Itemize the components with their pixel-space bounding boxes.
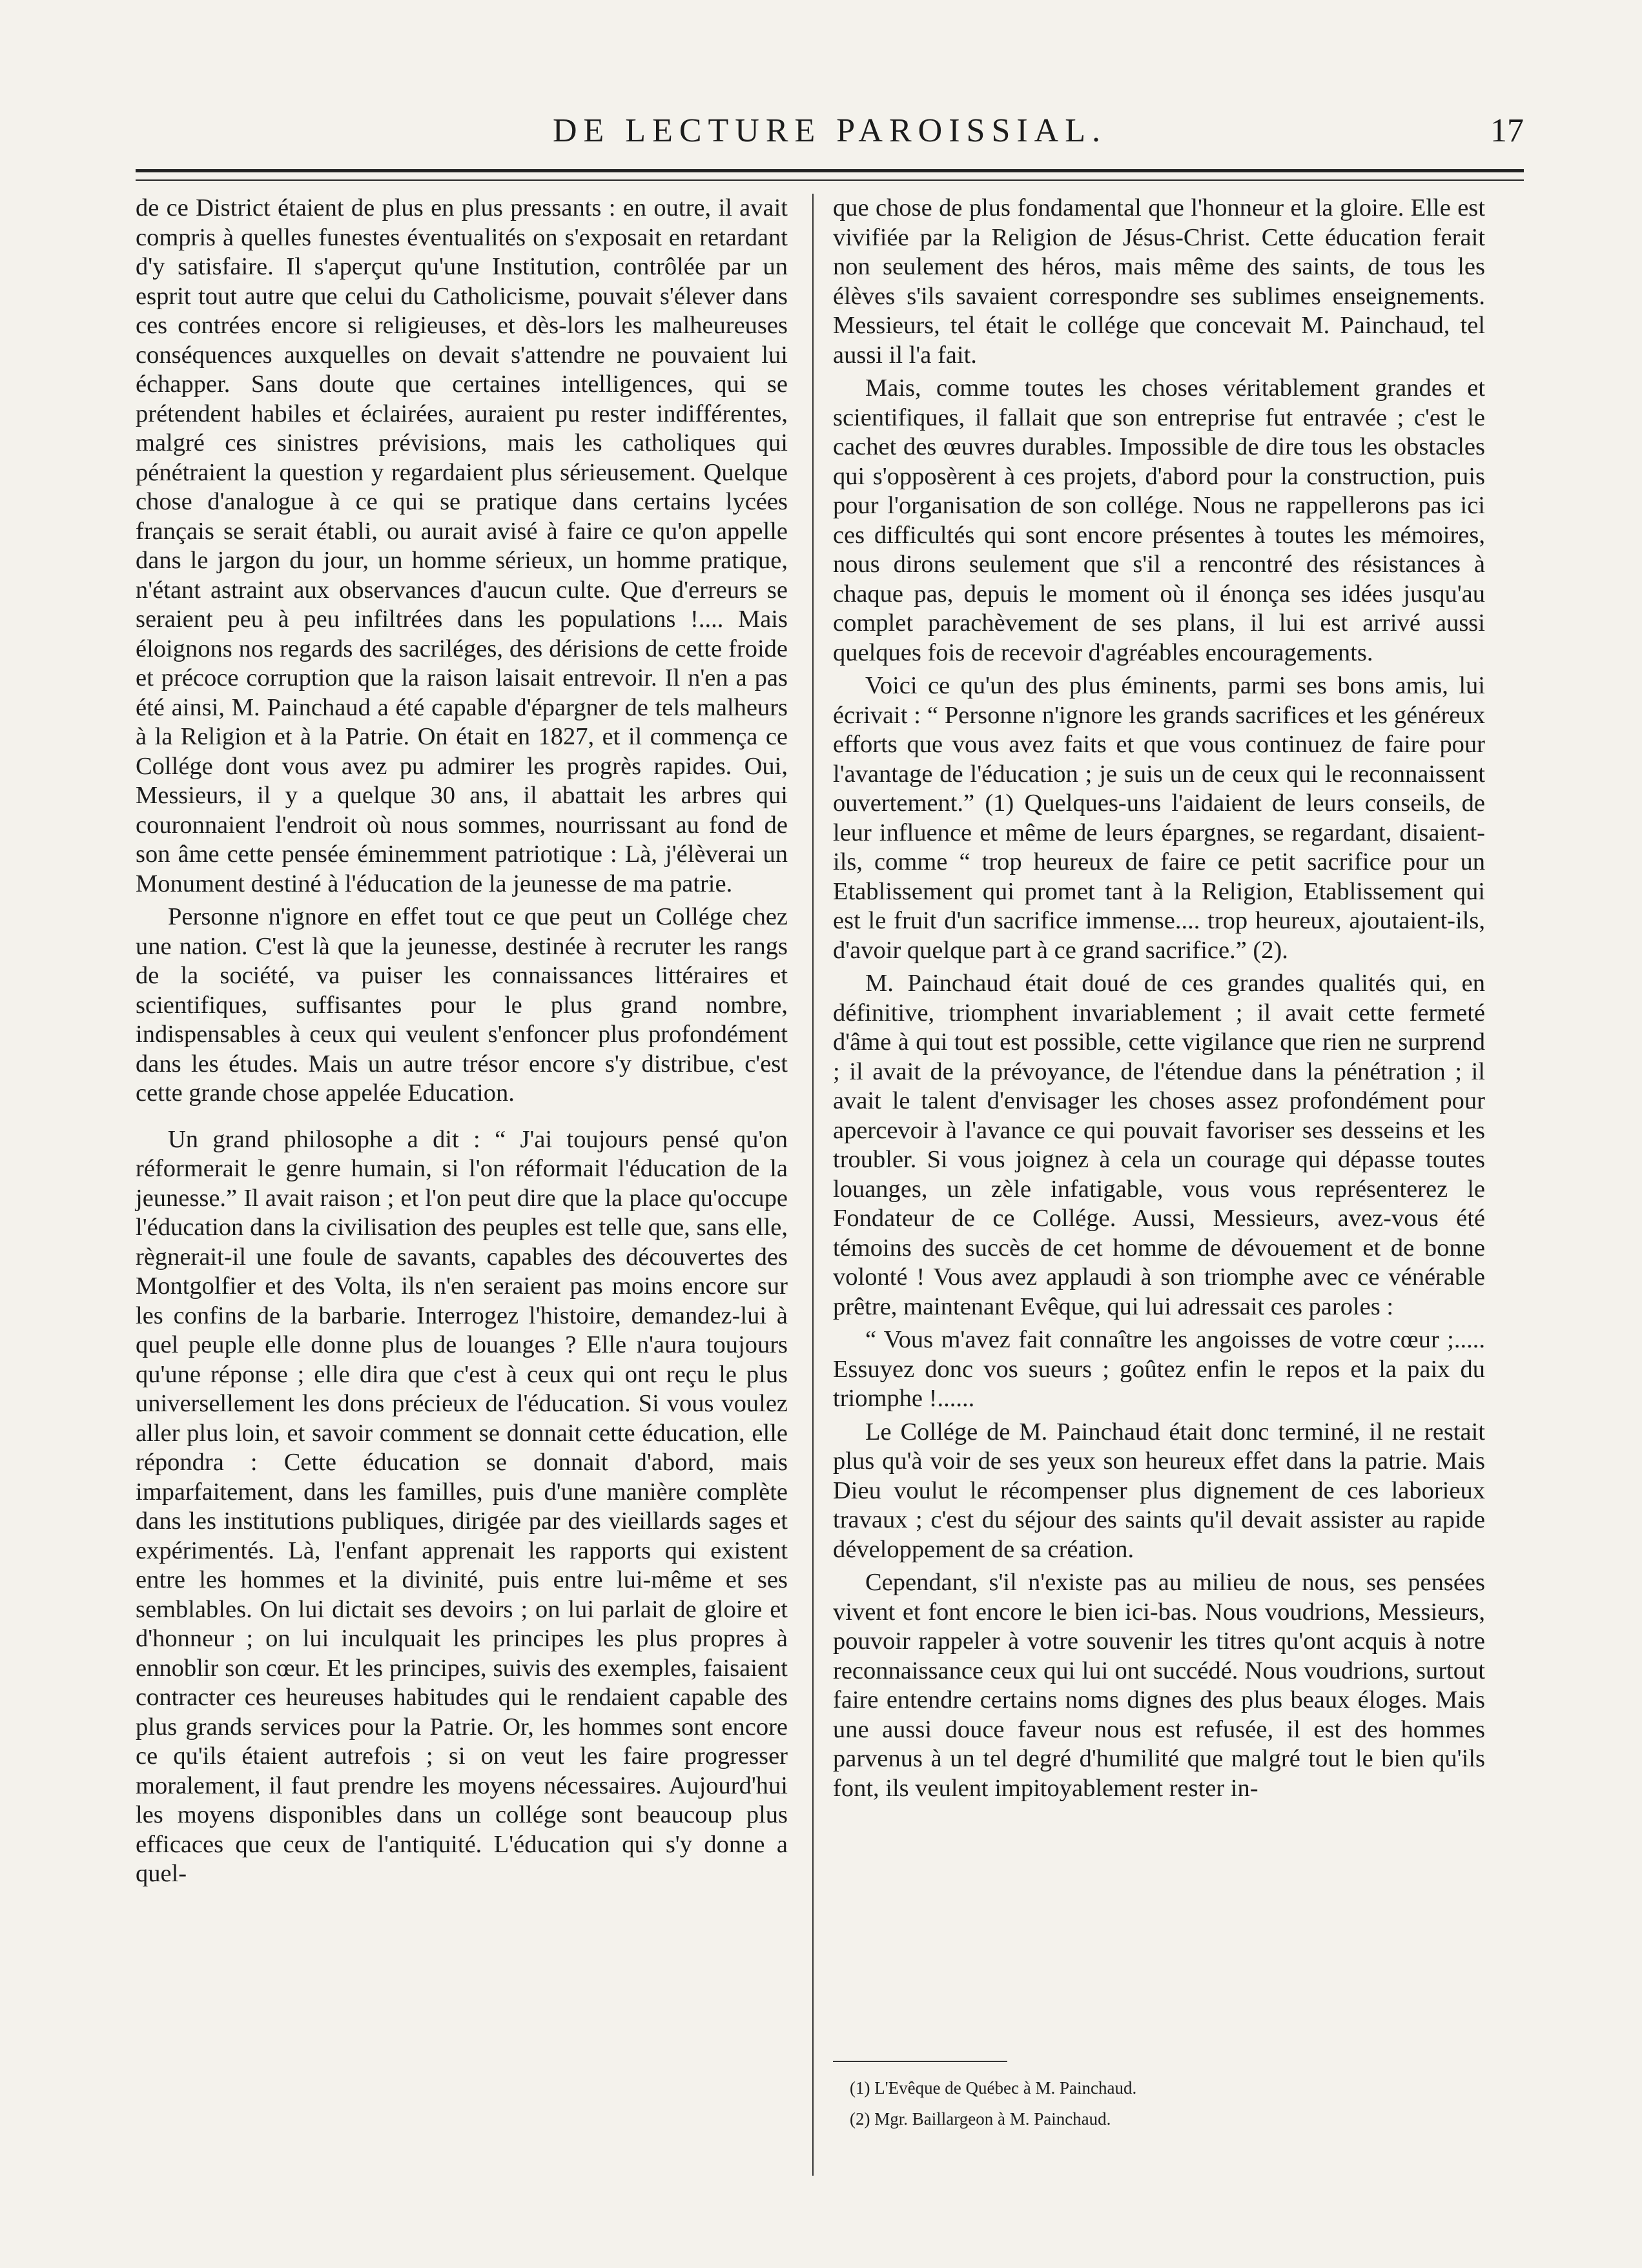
paragraph: Le Collége de M. Painchaud était donc terminé, il ne restait plus qu'à voir de ses yeux son heureux effet dans la patrie. Mais Dieu voulut le récompenser plus dignement de ces laborieux travaux ; c'est du séjour des saints qu'il devait assister au rapide développement de sa création.	[833, 1418, 1485, 1563]
paragraph: M. Painchaud était doué de ces grandes qualités qui, en définitive, triomphent invariablement ; il avait cette fermeté d'âme à qui tout est possible, cette vigilance que rien ne surprend ; il avait de la prévoyance, de l'étendue dans la pénétration ; il avait le talent d'envisager les choses assez profondément pour apercevoir à l'avance ce qui pouvait favoriser ses desseins et les troubler. Si vous joignez à cela un courage qui dépasse toutes louanges, un zèle infatigable, vous vous représenterez le Fondateur de ce Collége. Aussi, Messieurs, avez-vous été témoins des succès de cet homme de dévouement et de bonne volonté ! Vous avez applaudi à son triomphe avec ce vénérable prêtre, maintenant Evêque, qui lui adressait ces paroles :	[833, 970, 1485, 1320]
paragraph: Un grand philosophe a dit : “ J'ai toujours pensé qu'on réformerait le genre humain, si l'on réformait l'éducation de la jeunesse.” Il avait raison ; et l'on peut dire que la place qu'occupe l'éducation dans la civilisation des peuples est telle que, sans elle, règnerait-il une foule de savants, capables des découvertes des Montgolfier et des Volta, ils n'en seraient pas moins encore sur les confins de la barbarie. Interrogez l'histoire, demandez-lui à quel peuple elle donne plus de louanges ? Elle n'aura toujours qu'une réponse ; elle dira que c'est à ceux qui ont reçu le plus universellement les dons précieux de l'éducation. Si vous voulez aller plus loin, et savoir comment se donnait cette éducation, elle répondra : Cette éducation se donnait d'abord, mais imparfaitement, dans les familles, puis d'une manière complète dans les institutions publiques, dirigée par des vieillards sages et expérimentés. Là, l'enfant apprenait les rapports qui existent entre les hommes et la divinité, puis entre lui-même et ses semblables. On lui dictait ses devoirs ; on lui parlait de gloire et d'honneur ; on lui inculquait les principes les plus propres à ennoblir son cœur. Et les principes, suivis des exemples, faisaient contracter ces heureuses habitudes qui le rendaient capable des plus grands services pour la Patrie. Or, les hommes sont encore ce qu'ils étaient autrefois ; si on veut les faire progresser moralement, il faut prendre les moyens nécessaires. Aujourd'hui les moyens disponibles dans un collége sont beaucoup plus efficaces que ceux de l'antiquité. L'éducation qui s'y donne a quel-	[136, 1125, 788, 1887]
column-divider	[812, 194, 814, 2176]
paragraph: Mais, comme toutes les choses véritablement grandes et scientifiques, il fallait que son entreprise fut entravée ; c'est le cachet des œuvres durables. Impossible de dire tous les obstacles qui s'opposèrent à ces projets, d'abord pour la construction, puis pour l'organisation de son collége. Nous ne rappellerons pas ici ces difficultés qui sont encore présentes à toutes les mémoires, nous dirons seulement que s'il a rencontré des résistances à chaque pas, depuis le moment où il énonça ses idées jusqu'au complet parachèvement de ses plans, il lui est arrivé aussi quelques fois de recevoir d'agréables encouragements.	[833, 374, 1485, 666]
right-column	[833, 194, 1485, 1803]
page-number: 17	[1490, 112, 1524, 149]
paragraph: Voici ce qu'un des plus éminents, parmi ses bons amis, lui écrivait : “ Personne n'ignore les grands sacrifices et les généreux efforts que vous avez faits et que vous continuez de faire pour l'avantage de l'éducation ; je suis un de ceux qui le reconnaissent ouvertement.” (1) Quelques-uns l'aidaient de leurs conseils, de leur influence et même de leurs épargnes, se regardant, disaient-ils, comme “ trop heureux de faire ce petit sacrifice pour un Etablissement qui promet tant à la Religion, Etablissement qui est le fruit d'un sacrifice immense.... trop heureux, ajoutaient-ils, d'avoir quelque part à ce grand sacrifice.” (2).	[833, 672, 1485, 964]
left-column	[136, 194, 788, 1889]
page-header	[136, 108, 1524, 154]
paragraph: “ Vous m'avez fait connaître les angoisses de votre cœur ;..... Essuyez donc vos sueurs ; goûtez enfin le repos et la paix du triomphe !......	[833, 1326, 1485, 1412]
footnote: (1) L'Evêque de Québec à M. Painchaud.	[850, 2078, 1137, 2098]
paragraph: de ce District étaient de plus en plus pressants : en outre, il avait compris à quelles funestes éventualités on s'exposait en retardant d'y satisfaire. Il s'aperçut qu'une Institution, contrôlée par un esprit tout autre que celui du Catholicisme, pouvait s'élever dans ces contrées encore si religieuses, et dès-lors les malheureuses conséquences auxquelles on devait s'attendre ne pouvaient lui échapper. Sans doute que certaines intelligences, qui se prétendent habiles et éclairées, auraient pu rester indifférentes, malgré ces sinistres prévisions, mais les catholiques qui pénétraient la question y regardaient plus sérieusement. Quelque chose d'analogue à ce qui se pratique dans certains lycées français se serait établi, ou aurait avisé à faire ce qu'on appelle dans le jargon du jour, un homme sérieux, un homme pratique, n'étant astraint aux observances d'aucun culte. Que d'erreurs se seraient peu à peu infiltrées dans les populations !.... Mais éloignons nos regards des sacriléges, des dérisions de cette froide et précoce corruption que la raison laisait entrevoir. Il n'en a pas été ainsi, M. Painchaud a été capable d'épargner de tels malheurs à la Religion et à la Patrie. On était en 1827, et il commença ce Collége dont vous avez pu admirer les progrès rapides. Oui, Messieurs, il y a quelque 30 ans, il abattait les arbres qui couronnaient l'endroit où nous sommes, nourrissant au fond de son âme cette pensée éminemment patriotique : Là, j'élèverai un Monument destiné à l'éducation de la jeunesse de ma patrie.	[136, 194, 788, 897]
footnotes	[833, 2072, 1485, 2134]
paragraph: Cependant, s'il n'existe pas au milieu de nous, ses pensées vivent et font encore le bien ici-bas. Nous voudrions, Messieurs, pouvoir rappeler à votre souvenir les titres qu'ont acquis à notre reconnaissance ceux qui lui ont succédé. Nous voudrions, surtout faire entendre certains noms dignes des plus beaux éloges. Mais une aussi douce faveur nous est refusée, il est des hommes parvenus à un tel degré d'humilité que malgré tout le bien qu'ils font, ils veulent impitoyablement rester in-	[833, 1569, 1485, 1802]
paragraph: Personne n'ignore en effet tout ce que peut un Collége chez une nation. C'est là que la jeunesse, destinée à recruter les rangs de la société, va puiser les connaissances littéraires et scientifiques, suffisantes pour le plus grand nombre, indispensables à ceux qui veulent s'enfoncer plus profondément dans les études. Mais un autre trésor encore s'y distribue, c'est cette grande chose appelée Education.	[136, 903, 788, 1107]
header-rule-thin	[136, 179, 1524, 181]
paragraph: que chose de plus fondamental que l'honneur et la gloire. Elle est vivifiée par la Religion de Jésus-Christ. Cette éducation ferait non seulement des héros, mais même des saints, de tous les élèves s'ils savaient correspondre ses sublimes enseignements. Messieurs, tel était le collége que concevait M. Painchaud, tel aussi il l'a fait.	[833, 194, 1485, 369]
footnote: (2) Mgr. Baillargeon à M. Painchaud.	[850, 2109, 1111, 2129]
footnote-rule	[833, 2061, 1007, 2062]
running-title: DE LECTURE PAROISSIAL.	[552, 112, 1107, 149]
header-rule-thick	[136, 169, 1524, 172]
